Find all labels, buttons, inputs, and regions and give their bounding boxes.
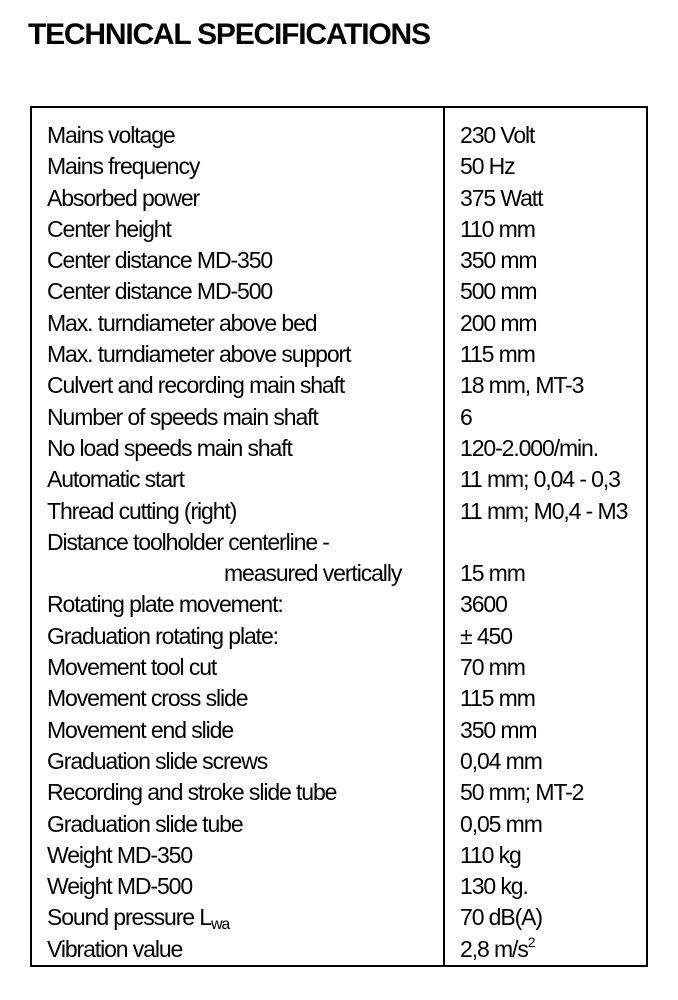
spec-row-center-distance-md500 [32, 276, 646, 307]
spec-label: Weight MD-350 [47, 841, 193, 868]
spec-value: 3600 [460, 591, 507, 618]
spec-rows [32, 120, 646, 965]
spec-value: 120-2.000/min. [460, 434, 599, 461]
spec-value: 230 Volt [460, 122, 535, 148]
spec-row-movement-end-slide [32, 715, 646, 746]
spec-value: 15 mm [460, 560, 525, 587]
spec-label: Center height [47, 215, 171, 242]
spec-row-movement-tool-cut [32, 652, 646, 683]
spec-label: Thread cutting (right) [47, 497, 237, 524]
spec-row-rotating-plate-movement [32, 589, 646, 620]
spec-value-text: 2,8 m/s [460, 935, 528, 962]
spec-row-turndiameter-bed [32, 308, 646, 339]
spec-label: Movement cross slide [47, 685, 248, 712]
spec-value: 110 mm [460, 215, 535, 242]
spec-label: Recording and stroke slide tube [47, 779, 337, 806]
spec-row-weight-md350 [32, 840, 646, 871]
spec-label: Number of speeds main shaft [47, 403, 318, 430]
spec-label: Movement end slide [47, 716, 234, 743]
spec-label: Weight MD-500 [47, 873, 193, 900]
spec-value: 0,05 mm [460, 810, 542, 837]
spec-row-mains-frequency [32, 151, 646, 182]
spec-label: Graduation slide tube [47, 810, 243, 837]
spec-row-toolholder-distance [32, 527, 646, 590]
spec-value: 70 mm [460, 654, 525, 681]
spec-value: 350 mm [460, 716, 537, 743]
spec-value: 18 mm, MT-3 [460, 372, 584, 399]
spec-row-movement-cross-slide [32, 683, 646, 714]
spec-value: 110 kg [460, 841, 521, 868]
spec-label: Mains voltage [47, 122, 175, 148]
spec-row-mains-voltage [32, 120, 646, 151]
page-title: TECHNICAL SPECIFICATIONS [28, 18, 430, 51]
spec-label [47, 902, 229, 936]
spec-row-center-height [32, 214, 646, 245]
spec-value: 500 mm [460, 278, 537, 305]
spec-label: Automatic start [47, 466, 184, 493]
spec-label-continuation: measured vertically [224, 560, 402, 587]
spec-table [30, 106, 648, 967]
spec-value: 115 mm [460, 341, 535, 368]
spec-label-subscript: wa [210, 916, 230, 934]
spec-row-center-distance-md350 [32, 245, 646, 276]
spec-label: Max. turndiameter above support [47, 341, 351, 368]
spec-row-sound-pressure [32, 902, 646, 933]
spec-value: 11 mm; M0,4 - M3 [460, 497, 628, 524]
spec-label: Graduation rotating plate: [47, 622, 278, 649]
spec-label: Absorbed power [47, 184, 200, 211]
spec-label: Culvert and recording main shaft [47, 372, 345, 399]
spec-row-number-of-speeds [32, 402, 646, 433]
spec-label: Max. turndiameter above bed [47, 309, 317, 336]
spec-value-superscript: 2 [527, 933, 535, 950]
spec-row-recording-stroke-slide-tube [32, 777, 646, 808]
spec-row-graduation-rotating-plate [32, 621, 646, 652]
spec-label: Distance toolholder centerline - [47, 528, 329, 555]
spec-value: 375 Watt [460, 184, 543, 211]
spec-value: 11 mm; 0,04 - 0,3 [460, 466, 620, 493]
spec-row-graduation-slide-screws [32, 746, 646, 777]
spec-value [460, 934, 534, 968]
spec-value: 50 Hz [460, 153, 515, 180]
spec-label: Mains frequency [47, 153, 200, 180]
spec-label-text: Sound pressure L [47, 904, 211, 931]
spec-value: 115 mm [460, 685, 535, 712]
spec-row-culvert-main-shaft [32, 370, 646, 401]
spec-row-vibration-value [32, 934, 646, 965]
spec-value: 350 mm [460, 247, 537, 274]
spec-row-turndiameter-support [32, 339, 646, 370]
spec-value: ± 450 [460, 622, 512, 649]
spec-label: Center distance MD-350 [47, 247, 273, 274]
spec-row-absorbed-power [32, 183, 646, 214]
spec-row-no-load-speeds [32, 433, 646, 464]
spec-label: Graduation slide screws [47, 747, 268, 774]
spec-row-automatic-start [32, 464, 646, 495]
spec-label: Center distance MD-500 [47, 278, 273, 305]
spec-value: 50 mm; MT-2 [460, 779, 584, 806]
spec-value: 0,04 mm [460, 747, 542, 774]
spec-label: Vibration value [47, 935, 183, 962]
spec-label: Rotating plate movement: [47, 591, 283, 618]
spec-value: 6 [460, 403, 472, 430]
spec-value: 200 mm [460, 309, 537, 336]
spec-row-graduation-slide-tube [32, 809, 646, 840]
spec-label: No load speeds main shaft [47, 434, 292, 461]
spec-value: 70 dB(A) [460, 904, 542, 931]
spec-label: Movement tool cut [47, 654, 217, 681]
spec-value: 130 kg. [460, 873, 528, 900]
spec-row-thread-cutting [32, 496, 646, 527]
spec-row-weight-md500 [32, 871, 646, 902]
